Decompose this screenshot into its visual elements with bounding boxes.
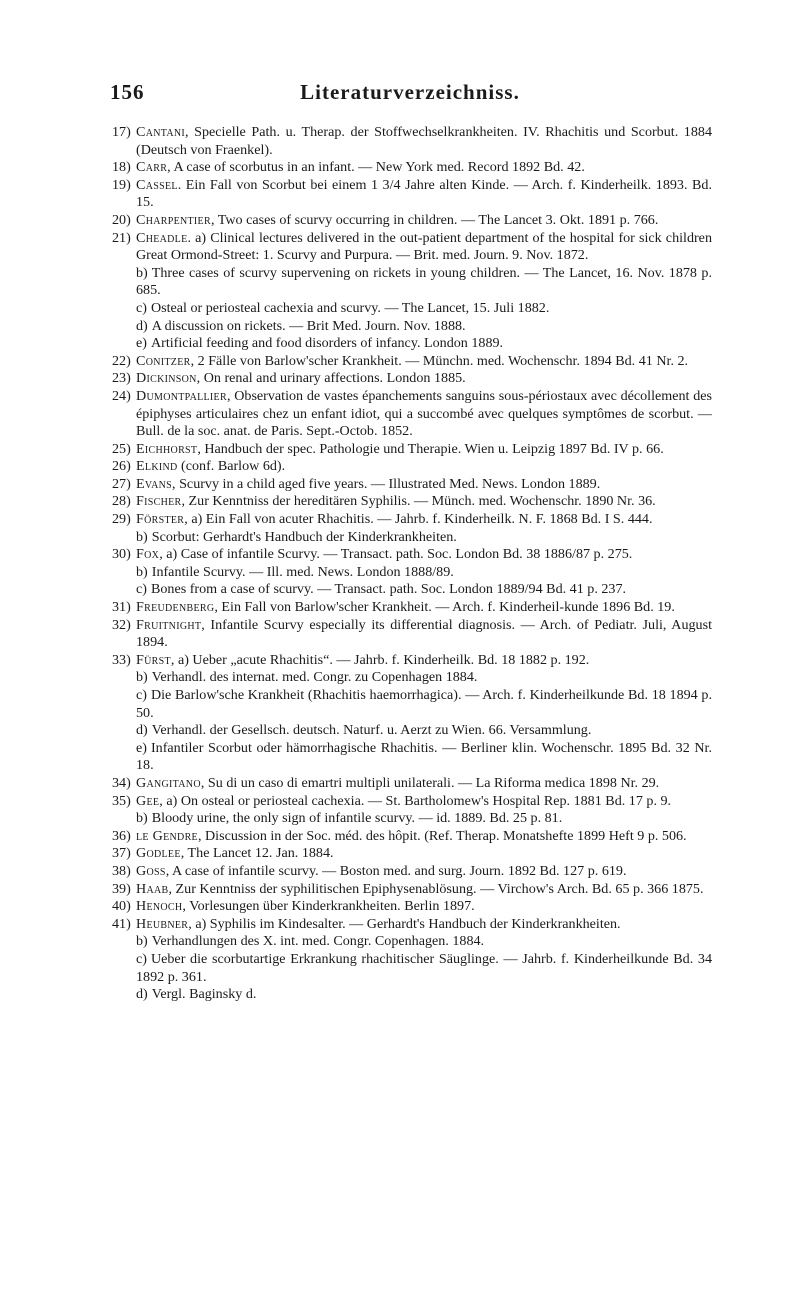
entry-author: Haab [136, 880, 169, 897]
entry-author: Henoch [136, 898, 183, 915]
bibliography-list [112, 124, 712, 1004]
sub-item-label: e) [136, 739, 147, 756]
entry-citation [136, 370, 466, 386]
entry-text: , Discussion in der Soc. méd. des hôpit. (Ref. Therap. Monatshefte 1899 Heft 9 p. 506. [197, 827, 687, 844]
entry-number: 34) [112, 774, 131, 791]
entry-number: 32) [112, 616, 131, 633]
entry-author: Fruitnight [136, 616, 202, 633]
bibliography-entry [112, 511, 712, 546]
entry-number: 20) [112, 211, 131, 228]
bibliography-entry [112, 159, 712, 177]
bibliography-entry [112, 124, 712, 159]
entry-sub-item [136, 564, 712, 582]
entry-number: 29) [112, 511, 131, 528]
bibliography-entry [112, 212, 712, 230]
bibliography-entry [112, 493, 712, 511]
entry-number: 37) [112, 845, 131, 862]
entry-number: 41) [112, 915, 131, 932]
entry-text: , Su di un caso di emartri multipli unilaterali. — La Riforma medica 1898 Nr. 29. [200, 774, 660, 791]
entry-author: Cheadle [136, 229, 188, 246]
entry-number: 35) [112, 792, 131, 809]
bibliography-entry [112, 881, 712, 899]
entry-citation [136, 159, 585, 175]
entry-text: , Vorlesungen über Kinderkrankheiten. Berlin 1897. [182, 898, 475, 915]
entry-citation [136, 793, 671, 809]
entry-text: . Ein Fall von Scorbut bei einem 1 3/4 Jahre alten Kinde. — Arch. f. Kinderheilk. 1893. Bd. 15. [136, 176, 712, 211]
sub-item-label: c) [136, 687, 147, 703]
entry-author: Fischer [136, 493, 182, 510]
entry-number: 31) [112, 599, 131, 616]
entry-text: , a) Ein Fall von acuter Rhachitis. — Jahrb. f. Kinderheilk. N. F. 1868 Bd. I S. 444. [184, 511, 653, 528]
entry-citation [136, 617, 712, 651]
entry-text: . a) Clinical lectures delivered in the out-patient department of the hospital for sick children Great Ormond-Street: 1. Scurvy and Purpura. — Brit. med. Journ. 9. Nov. 1872. [136, 229, 712, 264]
entry-sub-item [136, 986, 712, 1004]
bibliography-entry [112, 546, 712, 599]
entry-author: Godlee [136, 845, 181, 862]
entry-text: , Specielle Path. u. Therap. der Stoffwechselkrankheiten. IV. Rhachitis und Scorbut. 1884 (Deutsch von Fraenkel). [136, 124, 712, 158]
sub-item-text: Die Barlow'sche Krankheit (Rhachitis haemorrhagica). — Arch. f. Kinderheilkunde Bd. 18 1894 p. 50. [136, 687, 712, 721]
sub-item-text: Verhandlungen des X. int. med. Congr. Copenhagen. 1884. [151, 933, 485, 950]
bibliography-entry [112, 230, 712, 353]
entry-author: Eichhorst [136, 440, 198, 457]
bibliography-entry [112, 617, 712, 652]
entry-citation [136, 828, 687, 844]
entry-author: Fürst [136, 651, 171, 668]
sub-item-text: Bloody urine, the only sign of infantile scurvy. — id. 1889. Bd. 25 p. 81. [151, 810, 563, 827]
entry-author: Goss [136, 862, 166, 879]
entry-citation [136, 511, 653, 527]
entry-number: 24) [112, 387, 131, 404]
sub-item-label: b) [136, 264, 148, 281]
bibliography-entry [112, 863, 712, 881]
running-title: Literaturverzeichniss. [300, 80, 520, 104]
entry-sub-item [136, 335, 712, 353]
entry-text: , 2 Fälle von Barlow'scher Krankheit. — Münchn. med. Wochenschr. 1894 Bd. 41 Nr. 2. [190, 352, 689, 369]
sub-item-label: c) [136, 581, 147, 598]
entry-sub-item [136, 687, 712, 722]
entry-author: Dickinson [136, 370, 197, 387]
sub-item-text: Scorbut: Gerhardt's Handbuch der Kinderkrankheiten. [151, 528, 457, 545]
entry-sub-item [136, 933, 712, 951]
entry-number: 26) [112, 458, 131, 475]
entry-number: 27) [112, 475, 131, 492]
entry-author: Fox [136, 546, 160, 563]
entry-citation [136, 916, 621, 932]
entry-citation [136, 652, 589, 668]
sub-item-label: b) [136, 528, 148, 545]
entry-author: Cassel [136, 176, 178, 193]
sub-item-text: Infantile Scurvy. — Ill. med. News. London 1888/89. [151, 563, 454, 580]
sub-item-label: b) [136, 669, 148, 686]
bibliography-entry [112, 793, 712, 828]
bibliography-entry [112, 441, 712, 459]
entry-citation [136, 775, 659, 791]
page-number: 156 [110, 80, 145, 104]
bibliography-entry [112, 177, 712, 212]
entry-text: , Handbuch der spec. Pathologie und Therapie. Wien u. Leipzig 1897 Bd. IV p. 66. [197, 440, 664, 457]
entry-number: 19) [112, 176, 131, 193]
sub-item-text: Verhandl. der Gesellsch. deutsch. Naturf. u. Aerzt zu Wien. 66. Versammlung. [151, 722, 592, 739]
entry-citation [136, 353, 688, 369]
entry-text: , a) Syphilis im Kindesalter. — Gerhardt's Handbuch der Kinderkrankheiten. [188, 915, 621, 932]
entry-sub-item [136, 581, 712, 599]
sub-item-text: Vergl. Baginsky d. [151, 986, 257, 1003]
entry-sub-item [136, 740, 712, 775]
entry-author: Elkind [136, 458, 178, 475]
entry-citation [136, 212, 658, 228]
entry-author: Förster [136, 511, 185, 528]
entry-citation [136, 493, 656, 509]
entry-author: Cantani [136, 124, 186, 140]
entry-sub-item [136, 265, 712, 300]
entry-number: 39) [112, 880, 131, 897]
entry-author: Evans [136, 475, 173, 492]
entry-number: 33) [112, 651, 131, 668]
entry-author: Carr [136, 159, 168, 176]
page-header [110, 80, 710, 116]
entry-number: 18) [112, 159, 131, 176]
entry-sub-item [136, 669, 712, 687]
sub-item-label: b) [136, 810, 148, 827]
sub-item-label: b) [136, 933, 148, 950]
entry-text: , a) Ueber „acute Rhachitis“. — Jahrb. f. Kinderheilk. Bd. 18 1882 p. 192. [170, 651, 590, 668]
sub-item-label: d) [136, 722, 148, 739]
entry-author: Heubner [136, 915, 189, 932]
entry-citation [136, 863, 626, 879]
bibliography-entry [112, 353, 712, 371]
bibliography-entry [112, 845, 712, 863]
sub-item-text: Ueber die scorbutartige Erkrankung rhachitischer Säuglinge. — Jahrb. f. Kinderheilkunde Bd. 34 1892 p. 361. [136, 950, 712, 985]
entry-number: 17) [112, 124, 131, 140]
entry-citation [136, 898, 475, 914]
entry-number: 22) [112, 352, 131, 369]
sub-item-text: Artificial feeding and food disorders of infancy. London 1889. [150, 335, 504, 352]
entry-number: 40) [112, 898, 131, 915]
bibliography-entry [112, 828, 712, 846]
entry-sub-item [136, 810, 712, 828]
entry-author: Dumontpallier [136, 387, 227, 404]
sub-item-label: d) [136, 317, 148, 334]
entry-citation [136, 881, 704, 897]
entry-sub-item [136, 318, 712, 336]
entry-text: , The Lancet 12. Jan. 1884. [180, 845, 334, 862]
entry-author: le Gendre [136, 827, 198, 844]
sub-item-label: c) [136, 950, 147, 967]
entry-text: , a) Case of infantile Scurvy. — Transact. path. Soc. London Bd. 38 1886/87 p. 275. [159, 546, 633, 563]
entry-author: Freudenberg [136, 599, 215, 616]
sub-item-label: b) [136, 563, 148, 580]
entry-citation [136, 599, 675, 615]
entry-text: , A case of scorbutus in an infant. — New York med. Record 1892 Bd. 42. [167, 159, 585, 176]
entry-sub-item [136, 722, 712, 740]
entry-text: (conf. Barlow 6d). [177, 458, 286, 475]
entry-text: , a) On osteal or periosteal cachexia. — St. Bartholomew's Hospital Rep. 1881 Bd. 17 p. 9. [159, 792, 672, 809]
entry-number: 30) [112, 546, 131, 563]
bibliography-entry [112, 370, 712, 388]
entry-text: , Ein Fall von Barlow'scher Krankheit. — Arch. f. Kinderheil-kunde 1896 Bd. 19. [214, 599, 675, 616]
entry-text: , Two cases of scurvy occurring in children. — The Lancet 3. Okt. 1891 p. 766. [210, 211, 659, 228]
bibliography-entry [112, 775, 712, 793]
sub-item-label: e) [136, 335, 147, 352]
entry-citation [136, 177, 712, 211]
entry-citation [136, 230, 712, 264]
entry-number: 28) [112, 493, 131, 510]
sub-item-text: Bones from a case of scurvy. — Transact. path. Soc. London 1889/94 Bd. 41 p. 237. [150, 581, 627, 598]
entry-sub-item [136, 529, 712, 547]
entry-sub-item [136, 951, 712, 986]
entry-text: , A case of infantile scurvy. — Boston med. and surg. Journ. 1892 Bd. 127 p. 619. [165, 862, 627, 879]
bibliography-entry [112, 652, 712, 775]
entry-citation [136, 441, 664, 457]
entry-citation [136, 476, 600, 492]
entry-sub-item [136, 300, 712, 318]
entry-author: Charpentier [136, 211, 211, 228]
entry-text: , Zur Kenntniss der hereditären Syphilis. — Münch. med. Wochenschr. 1890 Nr. 36. [181, 493, 656, 510]
entry-number: 25) [112, 440, 131, 457]
bibliography-entry [112, 388, 712, 441]
entry-citation [136, 845, 334, 861]
bibliography-entry [112, 476, 712, 494]
sub-item-text: A discussion on rickets. — Brit Med. Journ. Nov. 1888. [151, 317, 466, 334]
sub-item-text: Infantiler Scorbut oder hämorrhagische Rhachitis. — Berliner klin. Wochenschr. 1895 Bd. 32 Nr. 18. [136, 739, 712, 774]
sub-item-text: Osteal or periosteal cachexia and scurvy. — The Lancet, 15. Juli 1882. [150, 299, 550, 316]
sub-item-text: Verhandl. des internat. med. Congr. zu Copenhagen 1884. [151, 669, 478, 686]
entry-citation [136, 546, 632, 562]
sub-item-text: Three cases of scurvy supervening on rickets in young children. — The Lancet, 16. Nov. 1878 p. 685. [136, 264, 712, 299]
entry-text: , Infantile Scurvy especially its differential diagnosis. — Arch. of Pediatr. Juli, August 1894. [136, 616, 712, 651]
entry-text: , Zur Kenntniss der syphilitischen Epiphysenablösung. — Virchow's Arch. Bd. 65 p. 366 1875. [168, 880, 704, 897]
bibliography-entry [112, 599, 712, 617]
entry-author: Conitzer [136, 352, 191, 369]
entry-number: 38) [112, 862, 131, 879]
entry-citation [136, 458, 285, 474]
entry-citation [136, 124, 712, 158]
bibliography-entry [112, 898, 712, 916]
entry-text: , Observation de vastes épanchements sanguins sous-périostaux avec décollement des épiphyses articulaires chez un enfant idiot, qui a succombé avec quelques symptômes de scorbut. — Bull. de la soc. anat. de Paris. Sept.-Octob. 1852. [136, 387, 712, 440]
entry-text: , On renal and urinary affections. London 1885. [196, 370, 466, 387]
entry-author: Gangitano [136, 774, 201, 791]
entry-citation [136, 388, 712, 439]
entry-number: 36) [112, 827, 131, 844]
entry-text: , Scurvy in a child aged five years. — Illustrated Med. News. London 1889. [172, 475, 601, 492]
bibliography-entry [112, 916, 712, 1004]
entry-number: 23) [112, 370, 131, 387]
sub-item-label: d) [136, 986, 148, 1003]
entry-number: 21) [112, 229, 131, 246]
entry-author: Gee [136, 792, 160, 809]
sub-item-label: c) [136, 299, 147, 316]
bibliography-entry [112, 458, 712, 476]
